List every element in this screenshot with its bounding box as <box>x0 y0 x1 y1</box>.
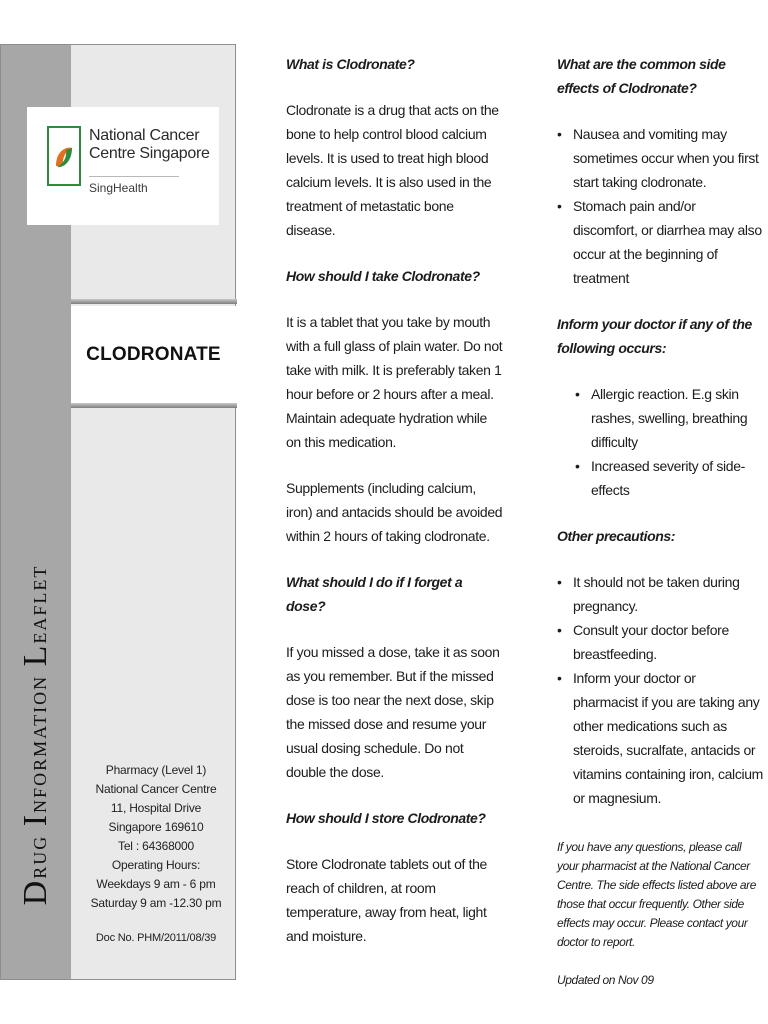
heading-storage: How should I store Clodronate? <box>286 810 486 826</box>
pharmacy-address <box>81 761 231 913</box>
updated-date: Updated on Nov 09 <box>557 973 654 987</box>
ncc-logo <box>27 107 219 225</box>
cover-panel <box>0 44 236 980</box>
side-effects-list <box>557 122 763 290</box>
logo-subtext: SingHealth <box>89 181 148 195</box>
list-item: • It should not be taken during pregnancy. <box>557 570 763 618</box>
right-column <box>557 52 763 990</box>
paragraph-supplements: Supplements (including calcium, iron) and antacids should be avoided within 2 hours of taking clodronate. <box>286 480 503 544</box>
precautions-list <box>557 570 763 810</box>
list-item: • Nausea and vomiting may sometimes occur when you first start taking clodronate. <box>557 122 763 194</box>
heading-forget-dose: What should I do if I forget a dose? <box>286 574 463 614</box>
address-line: Tel : 64368000 <box>118 839 194 853</box>
heading-how-take: How should I take Clodronate? <box>286 268 480 284</box>
paragraph-how-take: It is a tablet that you take by mouth with a full glass of plain water. Do not take with milk. It is preferably taken 1 hour before or 2 hours after a meal. Maintain adequate hydration while on this medication. <box>286 314 503 450</box>
list-item: • Allergic reaction. E.g skin rashes, swelling, breathing difficulty <box>575 382 763 454</box>
document-number: Doc No. PHM/2011/08/39 <box>95 932 217 944</box>
address-line: Saturday 9 am -12.30 pm <box>90 896 222 910</box>
address-line: Pharmacy (Level 1) <box>105 763 207 777</box>
logo-rule <box>89 176 179 177</box>
paragraph-forget-dose: If you missed a dose, take it as soon as you remember. But if the missed dose is too near the next dose, skip the missed dose and resume your usual dosing schedule. Do not double the dose. <box>286 644 500 780</box>
drug-name: CLODRONATE <box>71 306 236 403</box>
logo-wordmark <box>89 127 210 163</box>
address-line: National Cancer Centre <box>95 782 217 796</box>
inform-doctor-list <box>575 382 763 502</box>
middle-column <box>286 52 504 948</box>
paragraph-what-is: Clodronate is a drug that acts on the bone to help control blood calcium levels. It is used to treat high blood calcium levels. It is also used in the treatment of metastatic bone disease. <box>286 102 499 238</box>
list-item: • Consult your doctor before breastfeeding. <box>557 618 763 666</box>
address-line: Singapore 169610 <box>108 820 204 834</box>
logo-line-2: Centre Singapore <box>89 145 210 162</box>
heading-side-effects: What are the common side effects of Clodronate? <box>557 56 726 96</box>
list-item: • Increased severity of side-effects <box>575 454 763 502</box>
list-item: • Inform your doctor or pharmacist if you are taking any other medications such as steroids, sucralfate, antacids or vitamins containing iron, calcium or magnesium. <box>557 666 763 810</box>
address-line: Weekdays 9 am - 6 pm <box>96 877 216 891</box>
heading-inform-doctor: Inform your doctor if any of the following occurs: <box>557 316 752 356</box>
contact-note: If you have any questions, please call your pharmacist at the National Cancer Centre. The side effects listed above are those that occur frequently. Other side effects may occur. Please contact your doctor to report. <box>557 840 757 949</box>
divider-bottom <box>71 403 237 408</box>
address-line: Operating Hours: <box>111 858 201 872</box>
logo-line-1: National Cancer <box>89 127 200 144</box>
heading-what-is: What is Clodronate? <box>286 56 415 72</box>
list-item: • Stomach pain and/or discomfort, or diarrhea may also occur at the beginning of treatment <box>557 194 763 290</box>
heading-precautions: Other precautions: <box>557 528 676 544</box>
leaflet-vertical-title: Drug Information Leaflet <box>17 564 54 906</box>
paragraph-storage: Store Clodronate tablets out of the reach of children, at room temperature, away from heat, light and moisture. <box>286 856 487 944</box>
ncc-logo-icon <box>47 126 81 186</box>
divider-top <box>71 299 237 304</box>
address-line: 11, Hospital Drive <box>110 801 202 815</box>
